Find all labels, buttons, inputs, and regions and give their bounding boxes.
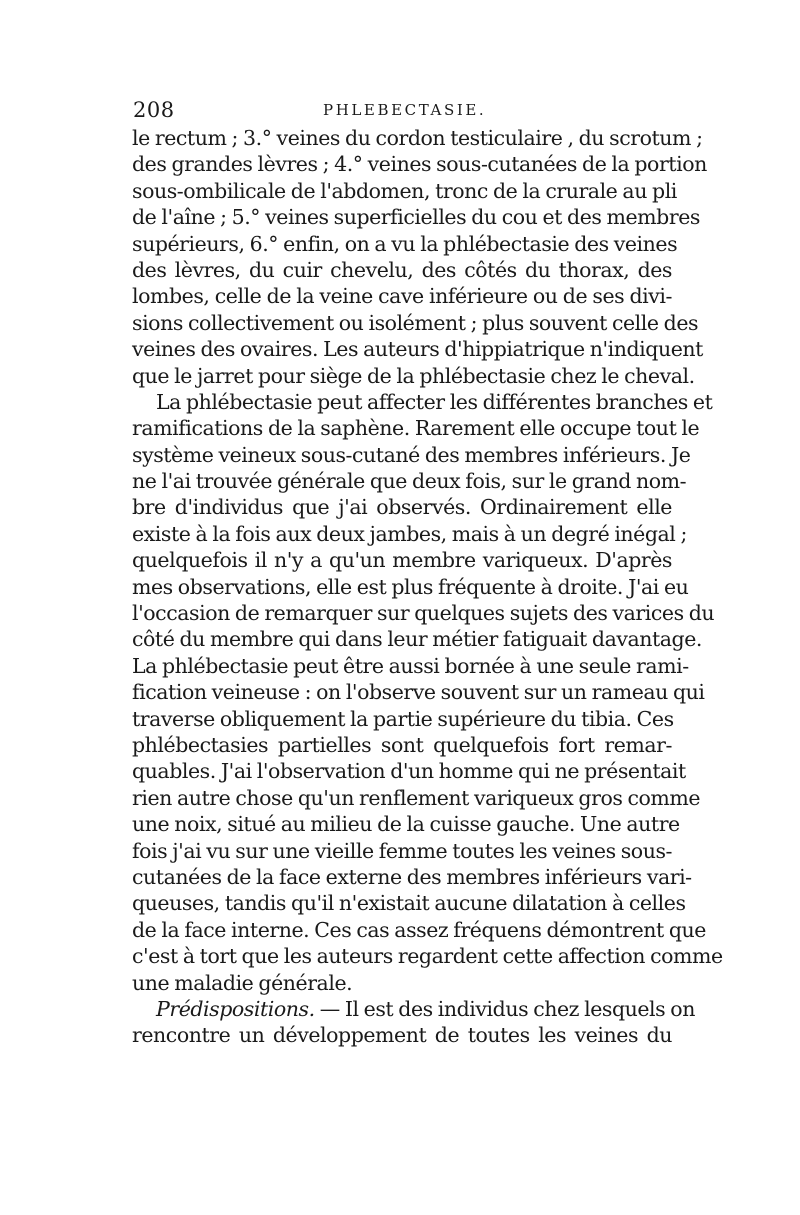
text-line: veines des ovaires. Les auteurs d'hippiatrique n'indiquent (132, 337, 703, 362)
section-subheading: Prédispositions. (156, 996, 315, 1021)
subheading-line (132, 996, 695, 1022)
text-line: quelquefois il n'y a qu'un membre variqueux. D'après (132, 548, 672, 573)
paragraph-start-line: La phlébectasie peut affecter les différentes branches et (156, 389, 713, 414)
text-line: mes observations, elle est plus fréquente à droite. J'ai eu (132, 574, 689, 599)
text-line: sions collectivement ou isolément ; plus souvent celle des (132, 310, 699, 335)
body-text (132, 125, 723, 1049)
page-header (133, 98, 673, 124)
text-line: rien autre chose qu'un renflement variqueux gros comme (132, 785, 701, 810)
running-title: PHLEBECTASIE. (323, 101, 487, 119)
text-line: l'occasion de remarquer sur quelques sujets des varices du (132, 601, 715, 626)
text-line: sous-ombilicale de l'abdomen, tronc de la crurale au pli (132, 178, 677, 203)
text-line: une maladie générale. (132, 970, 353, 995)
text-line: c'est à tort que les auteurs regardent cette affection comme (132, 944, 723, 969)
text-line: traverse obliquement la partie supérieure du tibia. Ces (132, 706, 674, 731)
text-line: côté du membre qui dans leur métier fatiguait davantage. (132, 627, 702, 652)
text-line: ne l'ai trouvée générale que deux fois, sur le grand nom- (132, 469, 687, 494)
text-line: phlébectasies partielles sont quelquefois fort remar- (132, 732, 672, 757)
text-line: que le jarret pour siège de la phlébectasie chez le cheval. (132, 363, 695, 388)
text-line: existe à la fois aux deux jambes, mais à un degré inégal ; (132, 521, 687, 546)
text-line: bre d'individus que j'ai observés. Ordinairement elle (132, 495, 672, 520)
text-line: rencontre un développement de toutes les veines du (132, 1023, 672, 1048)
text-line: des grandes lèvres ; 4.° veines sous-cutanées de la portion (132, 152, 707, 177)
text-line: de la face interne. Ces cas assez fréquens démontrent que (132, 917, 706, 942)
text-line: système veineux sous-cutané des membres inférieurs. Je (132, 442, 691, 467)
text-line: cutanées de la face externe des membres inférieurs vari- (132, 864, 692, 889)
text-line: fication veineuse : on l'observe souvent sur un rameau qui (132, 680, 705, 705)
text-line: des lèvres, du cuir chevelu, des côtés du thorax, des (132, 257, 672, 282)
text-line: fois j'ai vu sur une vieille femme toutes les veines sous- (132, 838, 673, 863)
text-line: supérieurs, 6.° enfin, on a vu la phlébectasie des veines (132, 231, 678, 256)
text-line: queuses, tandis qu'il n'existait aucune dilatation à celles (132, 891, 686, 916)
text-line: La phlébectasie peut être aussi bornée à une seule rami- (132, 653, 689, 678)
text-line: ramifications de la saphène. Rarement elle occupe tout le (132, 416, 700, 441)
text-line: de l'aîne ; 5.° veines superficielles du cou et des membres (132, 205, 700, 230)
text-line: quables. J'ai l'observation d'un homme qui ne présentait (132, 759, 686, 784)
page-number: 208 (133, 98, 175, 122)
text-line: une noix, situé au milieu de la cuisse gauche. Une autre (132, 812, 680, 837)
text-line-continuation: — Il est des individus chez lesquels on (319, 996, 695, 1021)
text-line: le rectum ; 3.° veines du cordon testiculaire , du scrotum ; (132, 126, 703, 150)
text-line: lombes, celle de la veine cave inférieure ou de ses divi- (132, 284, 672, 309)
